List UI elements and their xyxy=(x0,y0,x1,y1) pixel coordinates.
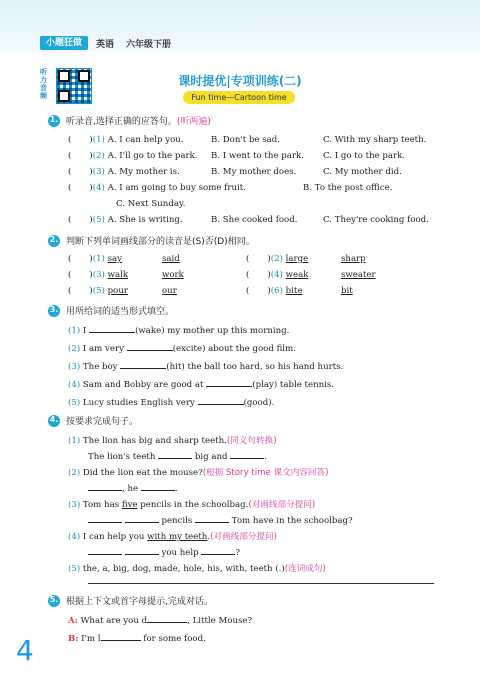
dialogue-line-b: B: I'm l for some food. xyxy=(68,634,206,644)
answer-blank[interactable] xyxy=(120,360,166,369)
q2-item-1-w2: said xyxy=(162,254,180,264)
question-hint: (听两遍) xyxy=(176,117,211,127)
q4-item-1-answer: The lion's teeth big and . xyxy=(88,452,268,462)
q3-item-3: (3) The boy (hit) the ball too hard, so his hand hurts. xyxy=(68,362,344,372)
q4-item-4-answer: you help ? xyxy=(88,546,240,558)
subject-label: 英语 xyxy=(96,40,115,50)
answer-blank[interactable] xyxy=(89,324,135,333)
q4-item-2: (2) Did the lion eat the mouse?(根据 Story time 课文内容回答) xyxy=(68,468,329,478)
lesson-pill: Fun time—Cartoon time xyxy=(183,91,295,104)
q2-item-5: ( )(5) pour xyxy=(68,286,128,296)
q1-item-1: ( )(1) A. I can help you. xyxy=(68,135,184,145)
question-text: 判断下列单词画线部分的读音是(S)否(D)相同。 xyxy=(66,237,255,247)
answer-blank[interactable] xyxy=(230,450,264,459)
answer-blank[interactable] xyxy=(88,546,122,555)
answer-blank[interactable] xyxy=(198,396,244,405)
answer-blank[interactable] xyxy=(88,482,122,491)
q1-item-1-c: C. With my sharp teeth. xyxy=(323,135,427,145)
q3-item-2: (2) I am very (excite) about the good film. xyxy=(68,344,296,354)
page-number: 4 xyxy=(16,634,34,667)
q2-item-6-w2: bit xyxy=(341,286,353,296)
q2-item-3-w2: work xyxy=(162,270,184,280)
answer-line[interactable] xyxy=(88,583,434,584)
q4-item-3-answer: pencils Tom have in the schoolbag? xyxy=(88,514,353,526)
answer-blank[interactable] xyxy=(195,514,229,523)
q1-item-2-b: B. I went to the park. xyxy=(211,151,304,161)
q4-item-3: (3) Tom has five pencils in the schoolbag.(对画线部分提问) xyxy=(68,500,316,510)
q1-item-2: ( )(2) A. I'll go to the park. xyxy=(68,151,198,161)
answer-blank[interactable] xyxy=(147,614,187,623)
q1-item-5: ( )(5) A. She is writing. xyxy=(68,215,183,225)
question-3-header xyxy=(48,304,174,317)
q2-item-5-w2: our xyxy=(162,286,177,296)
q4-item-5: (5) the, a, big, dog, made, hole, his, with, teeth (.)(连词成句) xyxy=(68,564,326,574)
q1-item-4-c: C. Next Sunday. xyxy=(116,199,186,209)
q2-item-1: ( )(1) say xyxy=(68,254,123,264)
question-number: 4. xyxy=(48,415,60,427)
q3-item-1: (1) I (wake) my mother up this morning. xyxy=(68,326,290,336)
answer-blank[interactable] xyxy=(125,546,159,555)
question-4-header xyxy=(48,414,138,427)
q1-item-3-c: C. My mother did. xyxy=(323,167,402,177)
q1-item-3: ( )(3) A. My mother is. xyxy=(68,167,180,177)
q2-item-4: ( )(4) weak xyxy=(246,270,309,280)
question-number: 5. xyxy=(48,595,60,607)
question-2-header xyxy=(48,234,255,247)
q2-item-2-w2: sharp xyxy=(341,254,366,264)
question-1-header xyxy=(48,114,211,127)
grade-label: 六年级下册 xyxy=(126,40,172,50)
audio-label: 听力音频 xyxy=(40,68,47,100)
q2-item-6: ( )(6) bite xyxy=(246,286,303,296)
section-title: 课时提优|专项训练(二) xyxy=(178,74,302,88)
answer-blank[interactable] xyxy=(101,632,141,641)
answer-blank[interactable] xyxy=(88,514,122,523)
question-text: 根据上下文或首字母提示,完成对话。 xyxy=(66,597,213,607)
answer-blank[interactable] xyxy=(206,378,252,387)
question-text: 用所给词的适当形式填空。 xyxy=(66,307,175,317)
brand-badge: 小题狂做 xyxy=(40,36,88,50)
q1-item-4-b: B. To the post office. xyxy=(303,183,393,193)
dialogue-line-a: A: What are you d , Little Mouse? xyxy=(68,616,253,626)
q1-item-2-c: C. I go to the park. xyxy=(323,151,406,161)
answer-blank[interactable] xyxy=(125,514,159,523)
question-text: 按要求完成句子。 xyxy=(66,417,139,427)
q1-item-3-b: B. My mother does. xyxy=(211,167,297,177)
q2-item-3: ( )(3) walk xyxy=(68,270,129,280)
question-number: 2. xyxy=(48,235,60,247)
q1-item-1-b: B. Don't be sad. xyxy=(211,135,281,145)
question-text: 听录音,选择正确的应答句。 xyxy=(66,117,177,127)
answer-blank[interactable] xyxy=(141,482,175,491)
question-number: 1. xyxy=(48,115,60,127)
answer-blank[interactable] xyxy=(127,342,173,351)
answer-blank[interactable] xyxy=(158,450,192,459)
q1-item-5-b: B. She cooked food. xyxy=(211,215,298,225)
q4-item-1: (1) The lion has big and sharp teeth.(同义句转换) xyxy=(68,436,277,446)
question-number: 3. xyxy=(48,305,60,317)
q1-item-5-c: C. They're cooking food. xyxy=(323,215,429,225)
q1-item-4: ( )(4) A. I am going to buy some fruit. xyxy=(68,183,246,193)
q4-item-2-answer: , he . xyxy=(88,482,178,494)
q3-item-4: (4) Sam and Bobby are good at (play) table tennis. xyxy=(68,380,335,390)
q2-item-4-w2: sweater xyxy=(341,270,376,280)
question-5-header xyxy=(48,594,213,607)
q4-item-4: (4) I can help you with my teeth.(对画线部分提问) xyxy=(68,532,277,542)
answer-blank[interactable] xyxy=(201,546,235,555)
q3-item-5: (5) Lucy studies English very (good). xyxy=(68,398,275,408)
q2-item-2: ( )(2) large xyxy=(246,254,309,264)
